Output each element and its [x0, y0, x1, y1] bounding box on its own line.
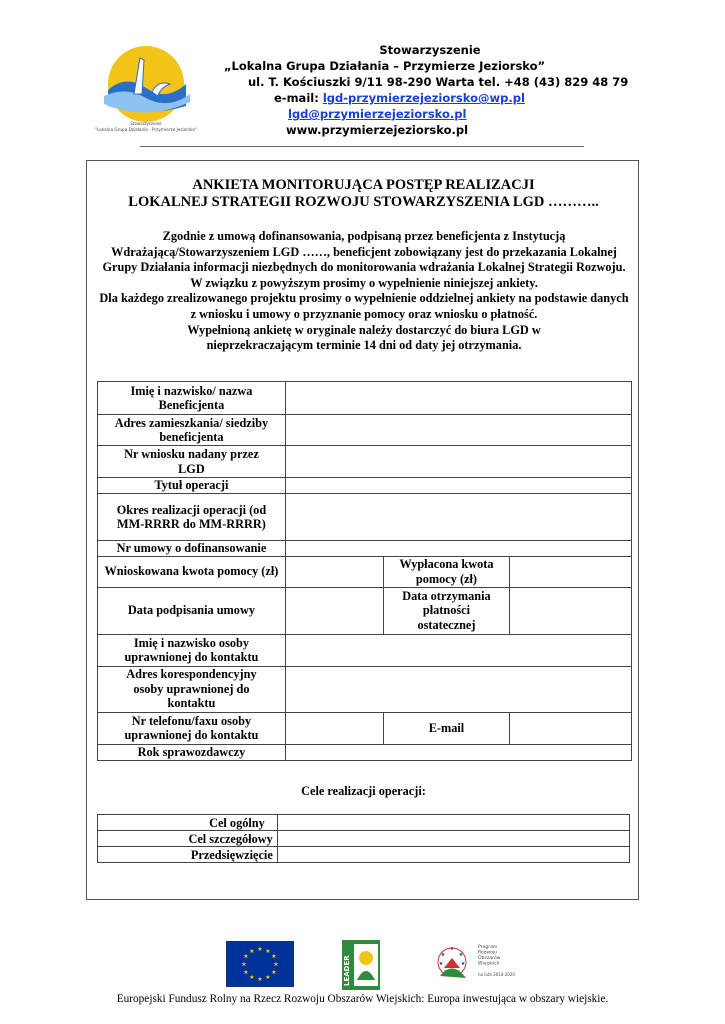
svg-text:★: ★: [241, 961, 247, 968]
svg-text:★: ★: [249, 974, 255, 981]
svg-text:★: ★: [249, 948, 255, 955]
svg-text:★: ★: [265, 974, 271, 981]
label-paid-amount: Wypłacona kwota pomocy (zł): [383, 556, 510, 587]
svg-text:★: ★: [273, 961, 279, 968]
input-period[interactable]: [285, 494, 631, 541]
svg-text:★: ★: [438, 961, 444, 967]
label-email: E-mail: [383, 712, 510, 744]
input-address[interactable]: [285, 415, 631, 446]
org-address: ul. T. Kościuszki 9/11 98-290 Warta tel. +48 (43) 829 48 79: [248, 75, 629, 89]
input-email[interactable]: [510, 712, 632, 744]
input-operation-title[interactable]: [285, 478, 631, 494]
intro-paragraph-2: Dla każdego zrealizowanego projektu prosimy o wypełnienie oddzielnej ankiety na podstawie danych z wniosku i umowy o przyznanie pomocy oraz wniosku o płatność.: [99, 291, 629, 321]
svg-text:★: ★: [257, 976, 263, 983]
svg-text:★: ★: [271, 953, 277, 960]
lgd-logo: [86, 44, 206, 140]
input-paid-amount[interactable]: [510, 556, 632, 587]
label-contact-address: Adres korespondencyjny osoby uprawnionej do kontaktu: [98, 666, 286, 712]
svg-text:★: ★: [460, 961, 466, 967]
label-beneficiary-name: Imię i nazwisko/ nazwa Beneficjenta: [98, 382, 286, 415]
svg-text:★: ★: [449, 946, 455, 952]
label-final-payment-date: Data otrzymania płatności ostatecznej: [383, 587, 510, 634]
input-specific-goal[interactable]: [277, 831, 629, 847]
svg-text:★: ★: [257, 946, 263, 953]
label-address: Adres zamieszkania/ siedziby beneficjenta: [98, 415, 286, 446]
label-operation-title: Tytuł operacji: [98, 478, 286, 494]
label-specific-goal: Cel szczegółowy: [98, 831, 278, 847]
leader-logo: [342, 940, 380, 990]
input-contact-phone[interactable]: [285, 712, 383, 744]
goals-table: [97, 814, 630, 863]
input-report-year[interactable]: [285, 744, 631, 760]
input-undertaking[interactable]: [277, 847, 629, 863]
label-period: Okres realizacji operacji (od MM-RRRR do MM-RRRR): [98, 494, 286, 541]
intro-paragraph-1: Zgodnie z umową dofinansowania, podpisaną przez beneficjenta z Instytucją Wdrażającą/Stowarzyszeniem LGD ……, beneficjent zobowiązany jest do przekazania Lokalnej Grupy Działania informacji niezbędnych do monitorowania wdrażania Lokalnej Strategii Rozwoju. W związku z powyższym prosimy o wypełnienie niniejszej ankiety.: [102, 229, 626, 290]
label-contract-no: Nr umowy o dofinansowanie: [98, 541, 286, 557]
beneficiary-table: [97, 381, 632, 761]
intro-paragraph-3: Wypełnioną ankietę w oryginale należy dostarczyć do biura LGD w nieprzekraczającym terminie 14 dni od daty jej otrzymania.: [187, 322, 541, 353]
website[interactable]: www.przymierzejeziorsko.pl: [286, 123, 469, 137]
label-contact-person: Imię i nazwisko osoby uprawnionej do kontaktu: [98, 634, 286, 666]
prow-logo: [434, 936, 522, 992]
input-contract-no[interactable]: [285, 541, 631, 557]
label-report-year: Rok sprawozdawczy: [98, 744, 286, 760]
email-link-1[interactable]: lgd-przymierzejeziorsko@wp.pl: [322, 91, 525, 105]
svg-text:★: ★: [243, 969, 249, 976]
input-contact-person[interactable]: [285, 634, 631, 666]
logo-caption-small: Stowarzyszenie: [130, 121, 162, 126]
intro-text: [99, 229, 629, 354]
input-application-no[interactable]: [285, 446, 631, 478]
label-application-no: Nr wniosku nadany przez LGD: [98, 446, 286, 478]
org-name-line2: „Lokalna Grupa Działania – Przymierze Jeziorsko”: [224, 59, 546, 73]
input-contact-address[interactable]: [285, 666, 631, 712]
eu-flag-logo: [226, 941, 294, 987]
input-beneficiary-name[interactable]: [285, 382, 631, 415]
org-name-line1: Stowarzyszenie: [379, 43, 481, 57]
org-email-row: [200, 90, 620, 106]
input-general-goal[interactable]: [277, 815, 629, 831]
survey-form-frame: [86, 160, 639, 900]
leader-text: LEADER: [343, 955, 351, 986]
svg-text:★: ★: [458, 952, 464, 958]
footer-text: Europejski Fundusz Rolny na Rzecz Rozwoju Obszarów Wiejskich: Europa inwestująca w obszary wiejskie.: [116, 993, 609, 1005]
email-link-2[interactable]: lgd@przymierzejeziorsko.pl: [288, 107, 467, 121]
prow-text: Program Rozwoju Obszarów Wiejskich: [478, 945, 501, 967]
label-requested-amount: Wnioskowana kwota pomocy (zł): [98, 556, 286, 587]
input-final-payment-date[interactable]: [510, 587, 632, 634]
label-undertaking: Przedsięwzięcie: [98, 847, 278, 863]
svg-text:★: ★: [243, 953, 249, 960]
label-contract-date: Data podpisania umowy: [98, 587, 286, 634]
label-contact-phone: Nr telefonu/faxu osoby uprawnionej do kontaktu: [98, 712, 286, 744]
org-header: [200, 42, 629, 138]
document-title: [87, 177, 640, 211]
prow-years: na lata 2014-2020: [478, 972, 515, 977]
logo-caption: "Lokalna Grupa Działania - Przymierze Jeziorsko": [95, 127, 197, 132]
label-general-goal: Cel ogólny: [98, 815, 278, 831]
title-line-1: ANKIETA MONITORUJĄCA POSTĘP REALIZACJI: [192, 177, 535, 193]
input-requested-amount[interactable]: [285, 556, 383, 587]
svg-text:★: ★: [271, 969, 277, 976]
input-contract-date[interactable]: [285, 587, 383, 634]
goals-heading: Cele realizacji operacji:: [301, 784, 426, 798]
svg-text:★: ★: [265, 948, 271, 955]
svg-text:★: ★: [440, 952, 446, 958]
header-divider: [140, 146, 584, 147]
email-label: e-mail:: [274, 91, 323, 105]
title-line-2: LOKALNEJ STRATEGII ROZWOJU STOWARZYSZENIA LGD ………..: [128, 194, 599, 210]
